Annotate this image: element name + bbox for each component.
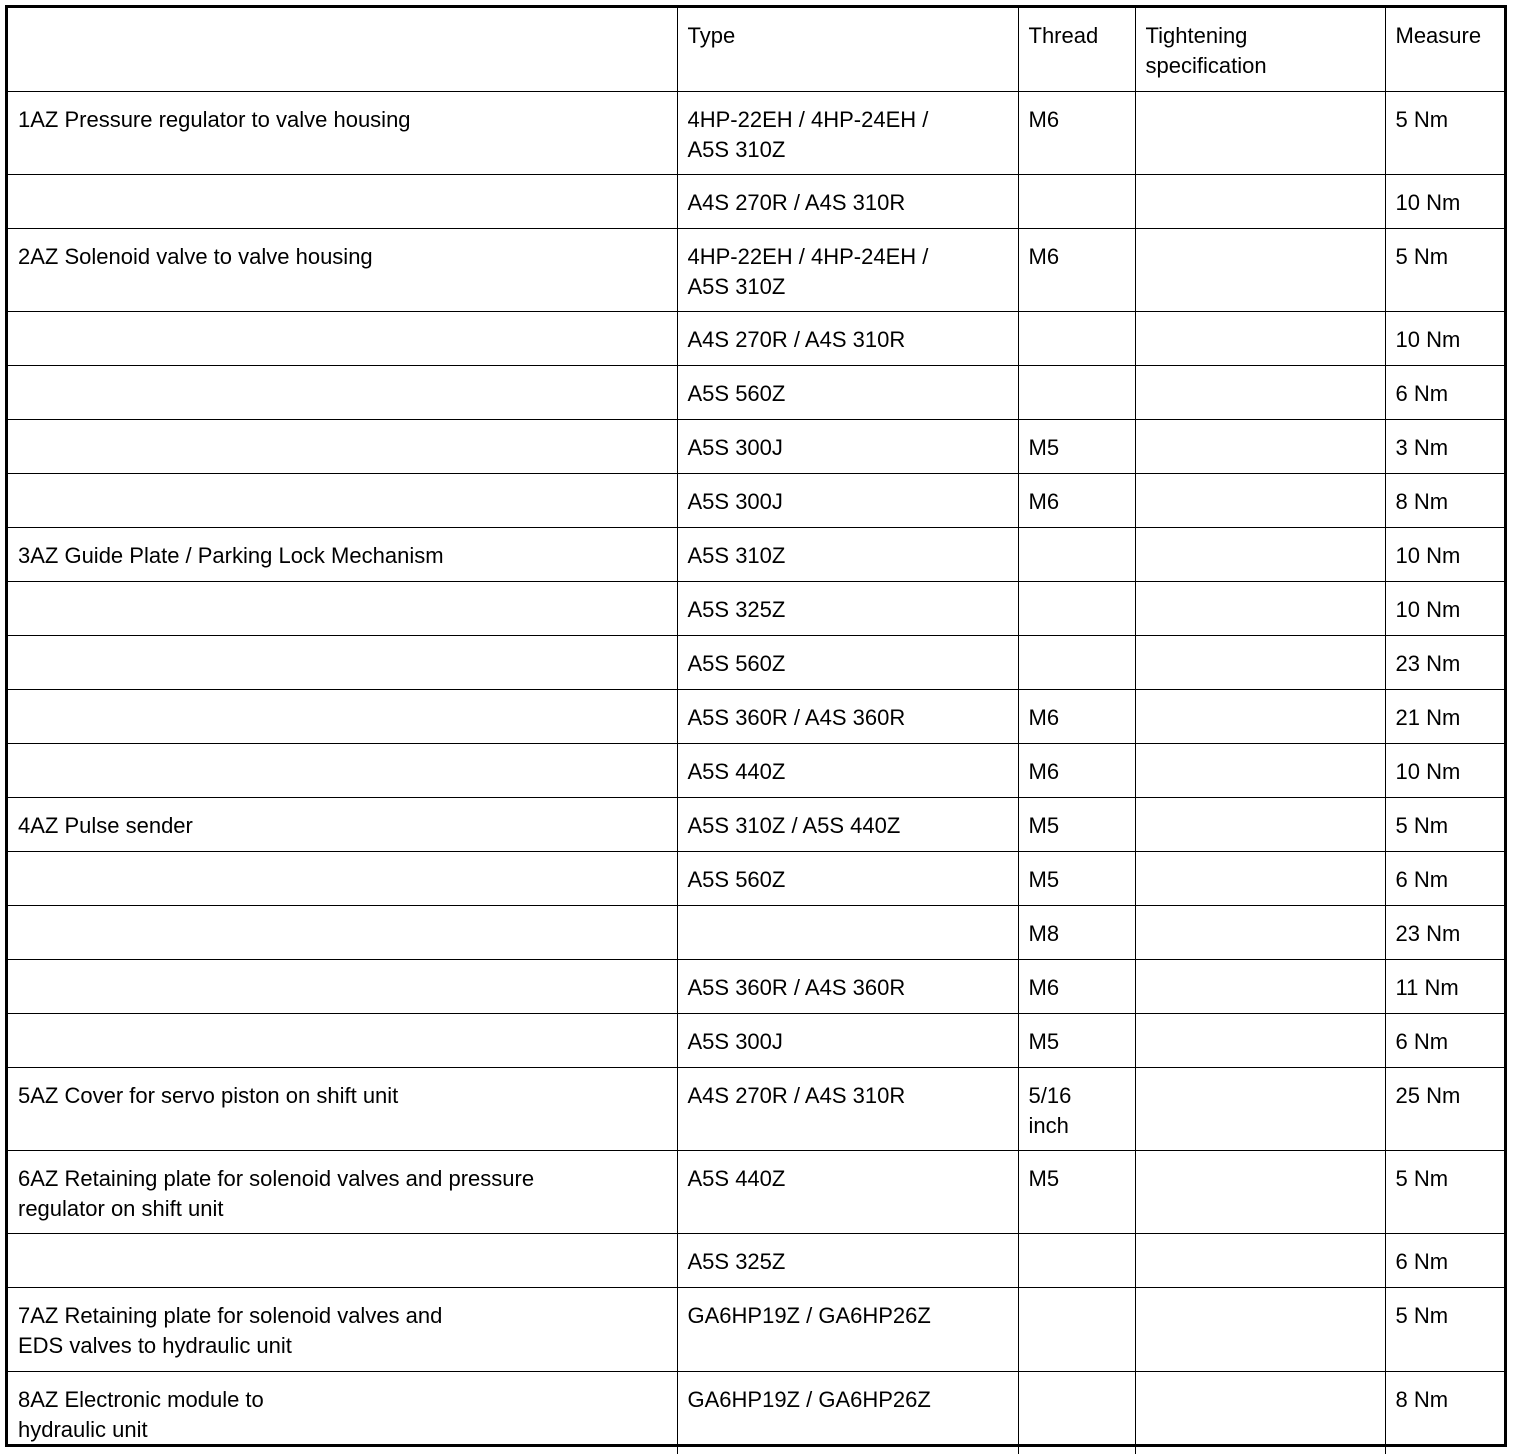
cell-thread bbox=[1018, 635, 1135, 689]
cell-measure: 10 Nm bbox=[1385, 743, 1504, 797]
cell-description bbox=[8, 419, 677, 473]
cell-measure: 5 Nm bbox=[1385, 797, 1504, 851]
table-row bbox=[8, 635, 1504, 689]
table-row bbox=[8, 797, 1504, 851]
cell-measure: 10 Nm bbox=[1385, 581, 1504, 635]
cell-type: A4S 270R / A4S 310R bbox=[677, 174, 1018, 228]
cell-description: 2AZ Solenoid valve to valve housing bbox=[8, 228, 677, 311]
cell-thread bbox=[1018, 527, 1135, 581]
cell-measure: 3 Nm bbox=[1385, 419, 1504, 473]
header-thread: Thread bbox=[1018, 8, 1135, 91]
cell-tightening bbox=[1135, 527, 1385, 581]
cell-tightening bbox=[1135, 311, 1385, 365]
cell-tightening bbox=[1135, 228, 1385, 311]
cell-description: 3AZ Guide Plate / Parking Lock Mechanism bbox=[8, 527, 677, 581]
cell-thread: M6 bbox=[1018, 689, 1135, 743]
cell-tightening bbox=[1135, 689, 1385, 743]
cell-type bbox=[677, 905, 1018, 959]
cell-measure: 10 Nm bbox=[1385, 311, 1504, 365]
table-row bbox=[8, 311, 1504, 365]
cell-description: 6AZ Retaining plate for solenoid valves and pressure regulator on shift unit bbox=[8, 1150, 677, 1233]
cell-type: A5S 360R / A4S 360R bbox=[677, 689, 1018, 743]
table-row bbox=[8, 1233, 1504, 1287]
cell-measure: 5 Nm bbox=[1385, 1150, 1504, 1233]
cell-type: A5S 360R / A4S 360R bbox=[677, 959, 1018, 1013]
cell-thread bbox=[1018, 174, 1135, 228]
cell-type: A5S 325Z bbox=[677, 1233, 1018, 1287]
cell-tightening bbox=[1135, 635, 1385, 689]
cell-type: A5S 440Z bbox=[677, 1150, 1018, 1233]
cell-measure: 10 Nm bbox=[1385, 174, 1504, 228]
cell-measure: 6 Nm bbox=[1385, 1233, 1504, 1287]
cell-thread: M6 bbox=[1018, 473, 1135, 527]
table-row bbox=[8, 959, 1504, 1013]
table-row bbox=[8, 1371, 1504, 1454]
cell-tightening bbox=[1135, 743, 1385, 797]
cell-description: 5AZ Cover for servo piston on shift unit bbox=[8, 1067, 677, 1150]
table-row bbox=[8, 1150, 1504, 1233]
cell-description bbox=[8, 1233, 677, 1287]
cell-type: 4HP-22EH / 4HP-24EH / A5S 310Z bbox=[677, 91, 1018, 174]
header-tightening-specification: Tightening specification bbox=[1135, 8, 1385, 91]
cell-measure: 25 Nm bbox=[1385, 1067, 1504, 1150]
cell-type: A5S 310Z bbox=[677, 527, 1018, 581]
cell-tightening bbox=[1135, 174, 1385, 228]
cell-description bbox=[8, 311, 677, 365]
table-row bbox=[8, 689, 1504, 743]
cell-type: GA6HP19Z / GA6HP26Z bbox=[677, 1287, 1018, 1371]
table-row bbox=[8, 174, 1504, 228]
cell-thread: M6 bbox=[1018, 959, 1135, 1013]
cell-thread: M6 bbox=[1018, 228, 1135, 311]
cell-thread: 5/16 inch bbox=[1018, 1067, 1135, 1150]
cell-tightening bbox=[1135, 581, 1385, 635]
cell-tightening bbox=[1135, 1013, 1385, 1067]
cell-description: 4AZ Pulse sender bbox=[8, 797, 677, 851]
cell-type: A5S 300J bbox=[677, 419, 1018, 473]
torque-spec-table bbox=[8, 8, 1504, 1454]
cell-tightening bbox=[1135, 797, 1385, 851]
cell-tightening bbox=[1135, 851, 1385, 905]
cell-tightening bbox=[1135, 959, 1385, 1013]
table-row bbox=[8, 1067, 1504, 1150]
cell-description bbox=[8, 635, 677, 689]
cell-description bbox=[8, 905, 677, 959]
table-row bbox=[8, 228, 1504, 311]
torque-table-frame bbox=[5, 5, 1507, 1447]
cell-measure: 6 Nm bbox=[1385, 365, 1504, 419]
table-row bbox=[8, 905, 1504, 959]
cell-tightening bbox=[1135, 1150, 1385, 1233]
cell-tightening bbox=[1135, 91, 1385, 174]
cell-tightening bbox=[1135, 473, 1385, 527]
cell-measure: 23 Nm bbox=[1385, 905, 1504, 959]
cell-type: A5S 300J bbox=[677, 1013, 1018, 1067]
cell-description bbox=[8, 743, 677, 797]
cell-type: A5S 310Z / A5S 440Z bbox=[677, 797, 1018, 851]
cell-tightening bbox=[1135, 419, 1385, 473]
table-row bbox=[8, 581, 1504, 635]
cell-thread bbox=[1018, 1287, 1135, 1371]
cell-thread: M8 bbox=[1018, 905, 1135, 959]
cell-thread bbox=[1018, 1233, 1135, 1287]
cell-measure: 23 Nm bbox=[1385, 635, 1504, 689]
header-type: Type bbox=[677, 8, 1018, 91]
cell-type: GA6HP19Z / GA6HP26Z bbox=[677, 1371, 1018, 1454]
cell-description bbox=[8, 365, 677, 419]
cell-type: A5S 325Z bbox=[677, 581, 1018, 635]
cell-description bbox=[8, 851, 677, 905]
cell-thread: M5 bbox=[1018, 851, 1135, 905]
cell-measure: 5 Nm bbox=[1385, 91, 1504, 174]
cell-measure: 5 Nm bbox=[1385, 228, 1504, 311]
cell-type: A5S 560Z bbox=[677, 365, 1018, 419]
cell-description bbox=[8, 959, 677, 1013]
table-row bbox=[8, 419, 1504, 473]
cell-description bbox=[8, 689, 677, 743]
cell-description: 7AZ Retaining plate for solenoid valves and EDS valves to hydraulic unit bbox=[8, 1287, 677, 1371]
cell-description bbox=[8, 174, 677, 228]
table-row bbox=[8, 473, 1504, 527]
cell-measure: 6 Nm bbox=[1385, 851, 1504, 905]
cell-type: 4HP-22EH / 4HP-24EH / A5S 310Z bbox=[677, 228, 1018, 311]
table-row bbox=[8, 851, 1504, 905]
cell-tightening bbox=[1135, 365, 1385, 419]
cell-thread: M6 bbox=[1018, 91, 1135, 174]
cell-description: 1AZ Pressure regulator to valve housing bbox=[8, 91, 677, 174]
cell-tightening bbox=[1135, 1067, 1385, 1150]
table-header-row bbox=[8, 8, 1504, 91]
cell-measure: 5 Nm bbox=[1385, 1287, 1504, 1371]
table-row bbox=[8, 91, 1504, 174]
cell-measure: 21 Nm bbox=[1385, 689, 1504, 743]
cell-type: A5S 560Z bbox=[677, 851, 1018, 905]
table-row bbox=[8, 527, 1504, 581]
cell-thread: M5 bbox=[1018, 1150, 1135, 1233]
cell-thread bbox=[1018, 1371, 1135, 1454]
cell-description bbox=[8, 581, 677, 635]
table-row bbox=[8, 1287, 1504, 1371]
cell-tightening bbox=[1135, 1371, 1385, 1454]
cell-measure: 6 Nm bbox=[1385, 1013, 1504, 1067]
table-row bbox=[8, 1013, 1504, 1067]
cell-description bbox=[8, 1013, 677, 1067]
cell-tightening bbox=[1135, 1233, 1385, 1287]
header-measure: Measure bbox=[1385, 8, 1504, 91]
cell-measure: 8 Nm bbox=[1385, 473, 1504, 527]
cell-thread: M5 bbox=[1018, 1013, 1135, 1067]
cell-tightening bbox=[1135, 905, 1385, 959]
table-row bbox=[8, 365, 1504, 419]
cell-thread: M5 bbox=[1018, 797, 1135, 851]
cell-thread bbox=[1018, 365, 1135, 419]
cell-type: A5S 560Z bbox=[677, 635, 1018, 689]
cell-thread: M5 bbox=[1018, 419, 1135, 473]
cell-type: A5S 300J bbox=[677, 473, 1018, 527]
cell-description: 8AZ Electronic module to hydraulic unit bbox=[8, 1371, 677, 1454]
header-description bbox=[8, 8, 677, 91]
cell-measure: 10 Nm bbox=[1385, 527, 1504, 581]
cell-measure: 8 Nm bbox=[1385, 1371, 1504, 1454]
cell-thread bbox=[1018, 581, 1135, 635]
cell-thread: M6 bbox=[1018, 743, 1135, 797]
cell-thread bbox=[1018, 311, 1135, 365]
table-row bbox=[8, 743, 1504, 797]
cell-type: A4S 270R / A4S 310R bbox=[677, 1067, 1018, 1150]
cell-description bbox=[8, 473, 677, 527]
cell-tightening bbox=[1135, 1287, 1385, 1371]
cell-measure: 11 Nm bbox=[1385, 959, 1504, 1013]
cell-type: A5S 440Z bbox=[677, 743, 1018, 797]
cell-type: A4S 270R / A4S 310R bbox=[677, 311, 1018, 365]
